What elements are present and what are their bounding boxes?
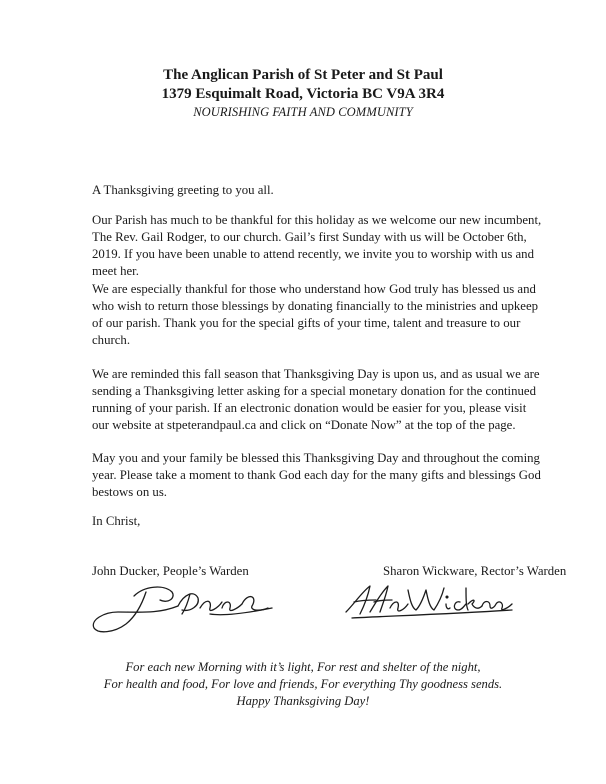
letter-greeting: A Thanksgiving greeting to you all. xyxy=(92,183,274,197)
paragraph-text: Our Parish has much to be thankful for this holiday as we welcome our new incumbent, The Rev. Gail Rodger, to our church. Gail’s first Sunday with us will be October 6th, 2019. If you have been unable to attend recently, we invite you to worship with us and meet her. xyxy=(92,213,542,278)
letter-paragraph-4 xyxy=(92,450,542,501)
rectors-warden-name: Sharon Wickware, Rector’s Warden xyxy=(383,564,567,578)
letter-paragraph-3 xyxy=(92,366,542,434)
letterhead xyxy=(0,66,606,121)
paragraph-text: We are reminded this fall season that Thanksgiving Day is upon us, and as usual we are sending a Thanksgiving letter asking for a special monetary donation for the continued running of your parish. If an electronic donation would be easier for you, please visit our website at stpeterandpaul.ca and click on “Donate Now” at the top of the page. xyxy=(92,367,540,432)
letter-closing: In Christ, xyxy=(92,514,141,528)
parish-address: 1379 Esquimalt Road, Victoria BC V9A 3R4 xyxy=(161,86,445,102)
verse-line: For each new Morning with it’s light, For rest and shelter of the night, xyxy=(125,660,481,674)
thanksgiving-verse xyxy=(0,659,606,710)
rectors-warden-signature xyxy=(340,578,515,620)
parish-name: The Anglican Parish of St Peter and St Paul xyxy=(163,67,443,83)
verse-line: Happy Thanksgiving Day! xyxy=(236,694,370,708)
peoples-warden-name: John Ducker, People’s Warden xyxy=(92,564,249,578)
verse-line: For health and food, For love and friends, For everything Thy goodness sends. xyxy=(103,677,503,691)
letter-paragraph-2 xyxy=(92,281,542,349)
paragraph-text: We are especially thankful for those who understand how God truly has blessed us and who wish to return those blessings by donating financially to the ministries and upkeep of our parish. Thank you for the special gifts of your time, talent and treasure to our church. xyxy=(92,282,539,347)
peoples-warden-signature xyxy=(82,578,282,640)
paragraph-text: May you and your family be blessed this Thanksgiving Day and throughout the coming year. Please take a moment to thank God each day for the many gifts and blessings God bestows on us. xyxy=(92,451,541,499)
letter-paragraph-1 xyxy=(92,212,542,280)
parish-motto: NOURISHING FAITH AND COMMUNITY xyxy=(193,105,413,119)
